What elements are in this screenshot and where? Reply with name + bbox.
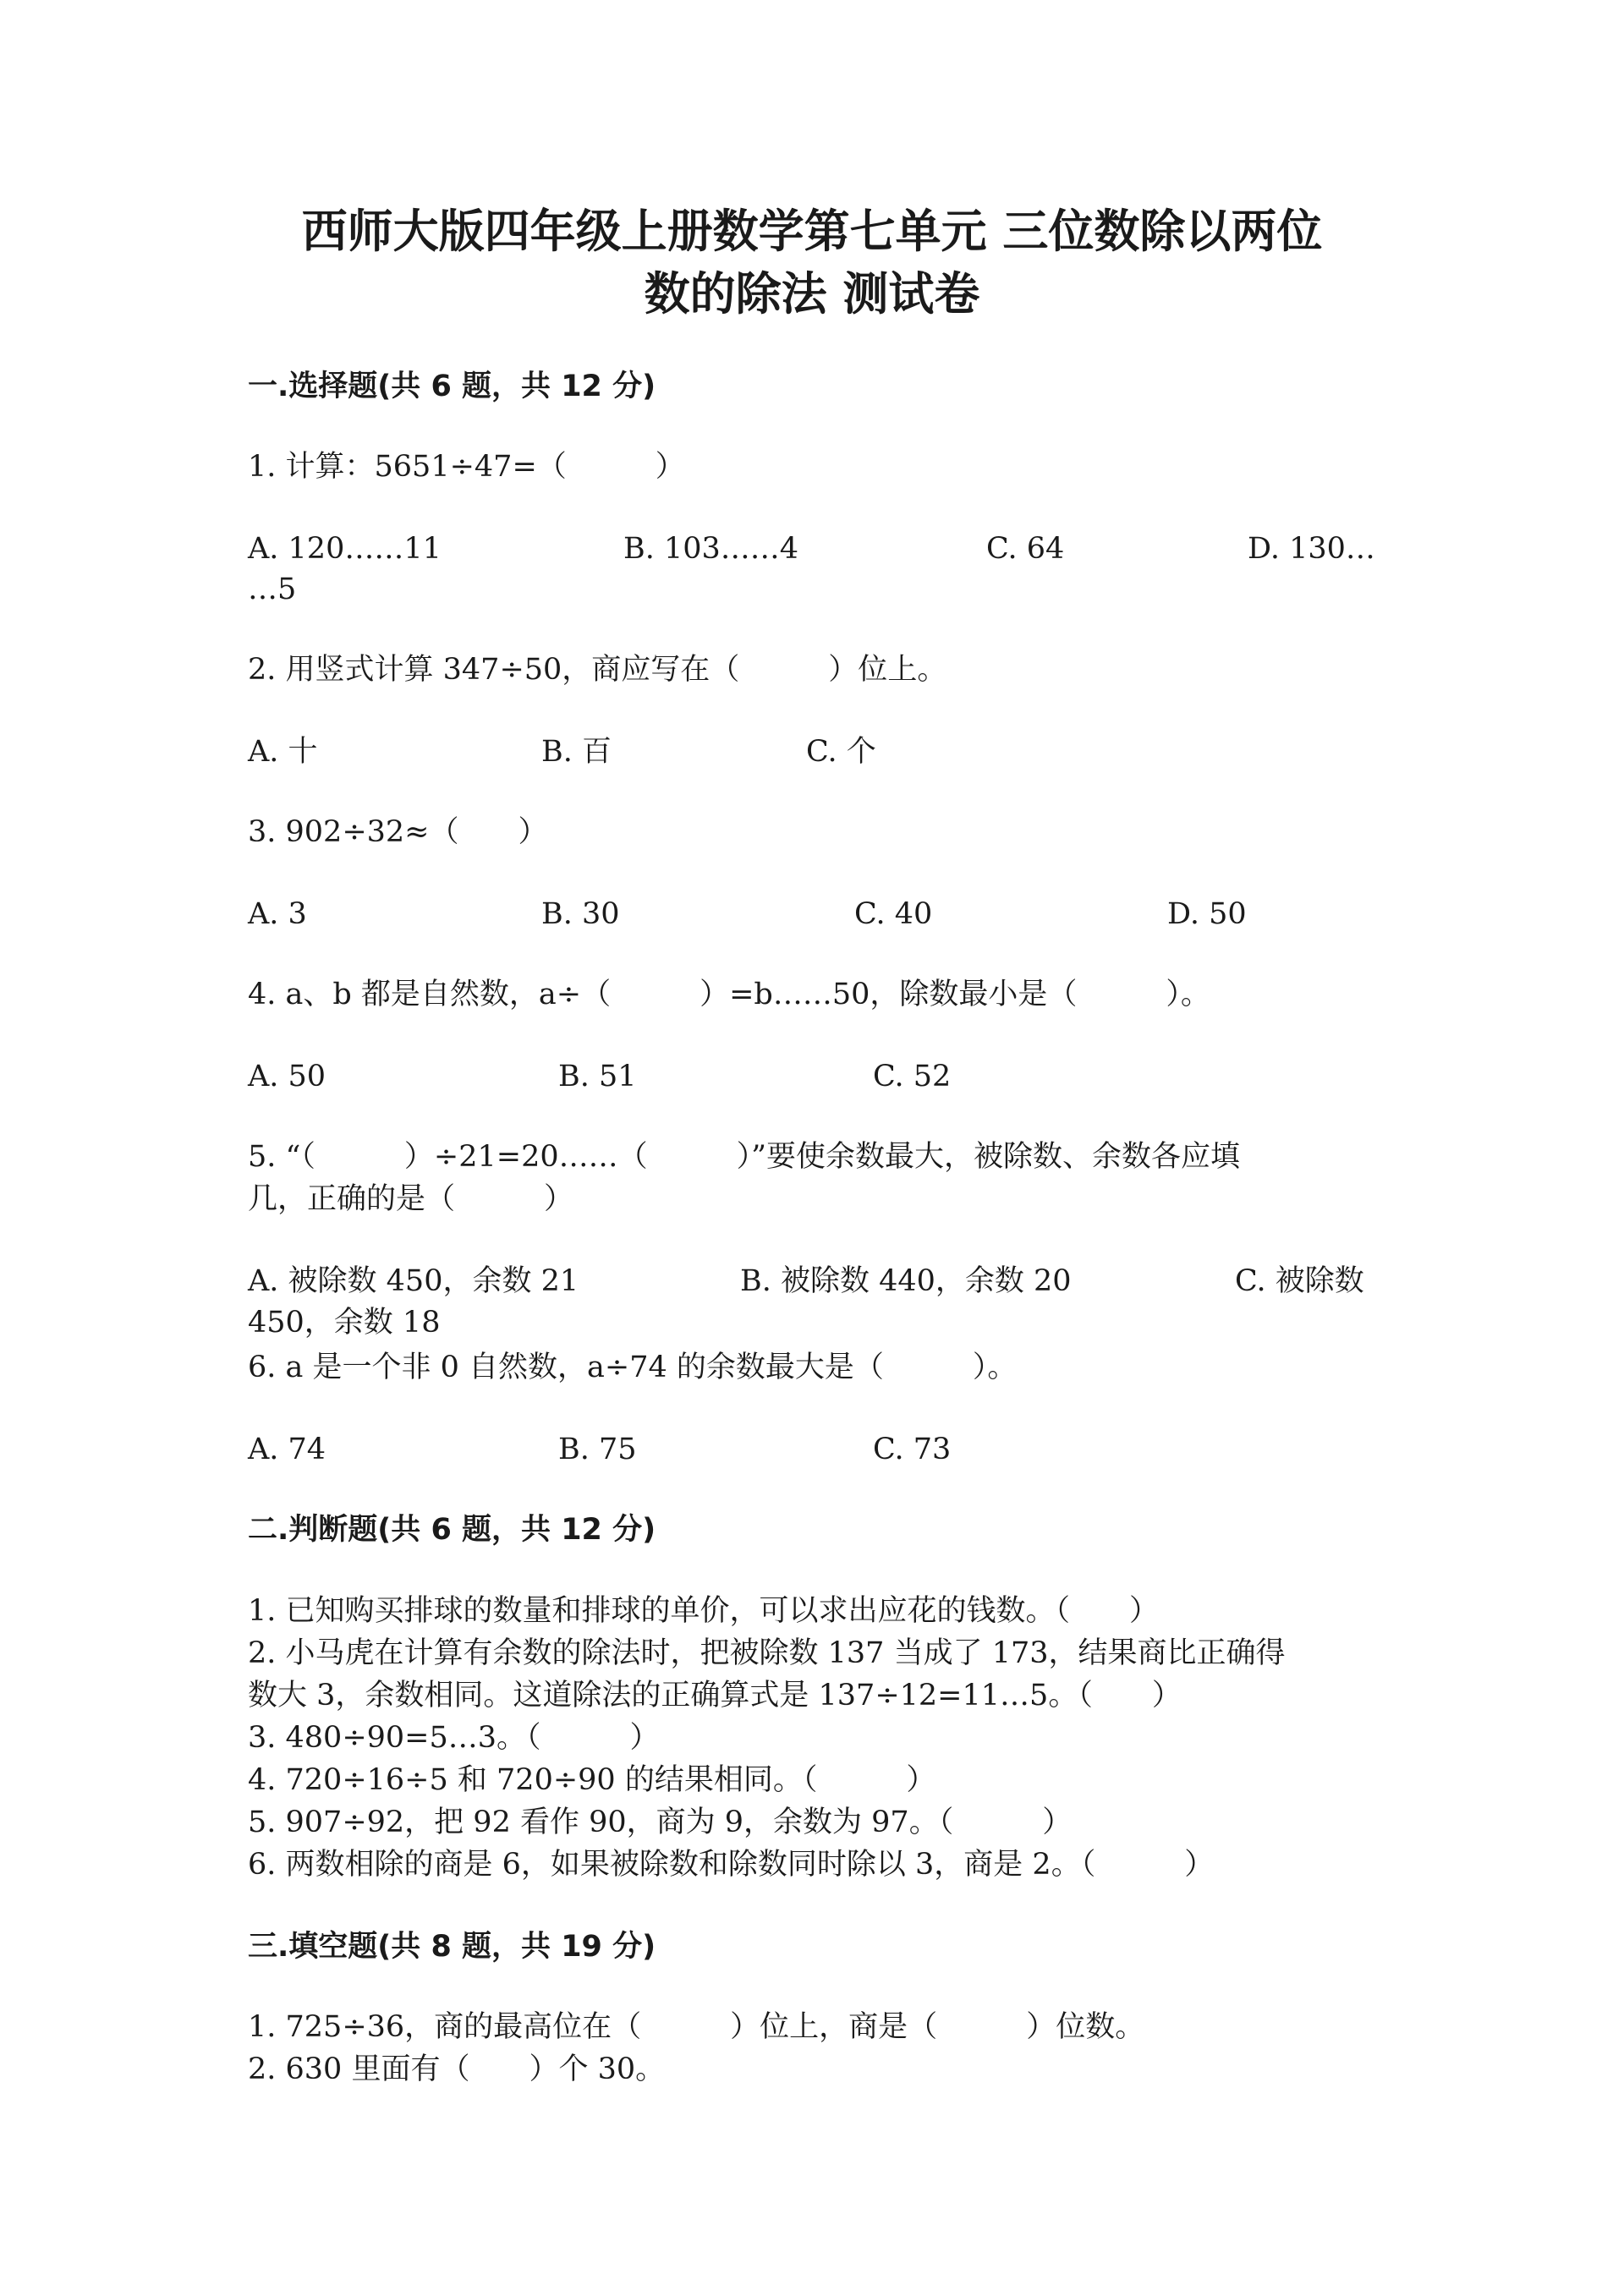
question-1-option-a: A. 120……11 [248,532,442,566]
judgment-line-5: 4. 720÷16÷5 和 720÷90 的结果相同。（ ） [248,1763,936,1797]
question-1-option-wrap: …5 [248,573,297,606]
section-heading-fill-blank: 三.填空题(共 8 题，共 19 分) [248,1930,656,1964]
question-2-option-a: A. 十 [248,735,318,769]
judgment-line-3: 数大 3，余数相同。这道除法的正确算式是 137÷12=11…5。（ ） [248,1679,1182,1712]
section-heading-judgment: 二.判断题(共 6 题，共 12 分) [248,1513,656,1547]
question-1-option-b: B. 103……4 [623,532,799,566]
question-4-option-c: C. 52 [873,1060,952,1093]
question-3-stem: 3. 902÷32≈（ ） [248,815,548,849]
question-1-stem: 1. 计算：5651÷47=（ ） [248,450,685,484]
question-2-option-c: C. 个 [806,735,876,769]
question-2-option-b: B. 百 [541,735,612,769]
question-3-option-c: C. 40 [854,897,933,931]
question-6-option-b: B. 75 [558,1433,637,1466]
document-title-line-1: 西师大版四年级上册数学第七单元 三位数除以两位 [301,205,1323,258]
question-5-option-a: A. 被除数 450，余数 21 [248,1264,579,1298]
question-2-stem: 2. 用竖式计算 347÷50，商应写在（ ）位上。 [248,653,947,687]
question-5-stem-line-1: 5. “（ ）÷21=20……（ ）”要使余数最大，被除数、余数各应填 [248,1140,1241,1174]
question-4-stem: 4. a、b 都是自然数，a÷（ ）=b……50，除数最小是（ ）。 [248,978,1210,1011]
fill-blank-line-2: 2. 630 里面有（ ）个 30。 [248,2052,666,2086]
section-heading-choice: 一.选择题(共 6 题，共 12 分) [248,370,656,403]
question-5-option-c: C. 被除数 [1235,1264,1364,1298]
judgment-line-4: 3. 480÷90=5…3。（ ） [248,1721,660,1755]
question-6-option-a: A. 74 [248,1433,326,1466]
question-3-option-d: D. 50 [1167,897,1247,931]
question-5-stem-line-2: 几，正确的是（ ） [248,1182,574,1216]
judgment-line-7: 6. 两数相除的商是 6，如果被除数和除数同时除以 3，商是 2。（ ） [248,1848,1215,1882]
question-5-option-wrap: 450，余数 18 [248,1306,441,1340]
judgment-line-6: 5. 907÷92，把 92 看作 90，商为 9，余数为 97。（ ） [248,1806,1073,1839]
question-3-option-a: A. 3 [248,897,307,931]
question-5-option-b: B. 被除数 440，余数 20 [740,1264,1072,1298]
judgment-line-2: 2. 小马虎在计算有余数的除法时，把被除数 137 当成了 173，结果商比正确得 [248,1636,1286,1670]
question-4-option-b: B. 51 [558,1060,637,1093]
fill-blank-line-1: 1. 725÷36，商的最高位在（ ）位上，商是（ ）位数。 [248,2010,1145,2044]
question-4-option-a: A. 50 [248,1060,326,1093]
question-6-stem: 6. a 是一个非 0 自然数，a÷74 的余数最大是（ ）。 [248,1351,1018,1384]
document-title-line-2: 数的除法 测试卷 [644,267,980,321]
question-6-option-c: C. 73 [873,1433,952,1466]
judgment-line-1: 1. 已知购买排球的数量和排球的单价，可以求出应花的钱数。（ ） [248,1594,1160,1628]
question-1-option-d: D. 130… [1248,532,1375,566]
question-1-option-c: C. 64 [986,532,1065,566]
question-3-option-b: B. 30 [541,897,620,931]
